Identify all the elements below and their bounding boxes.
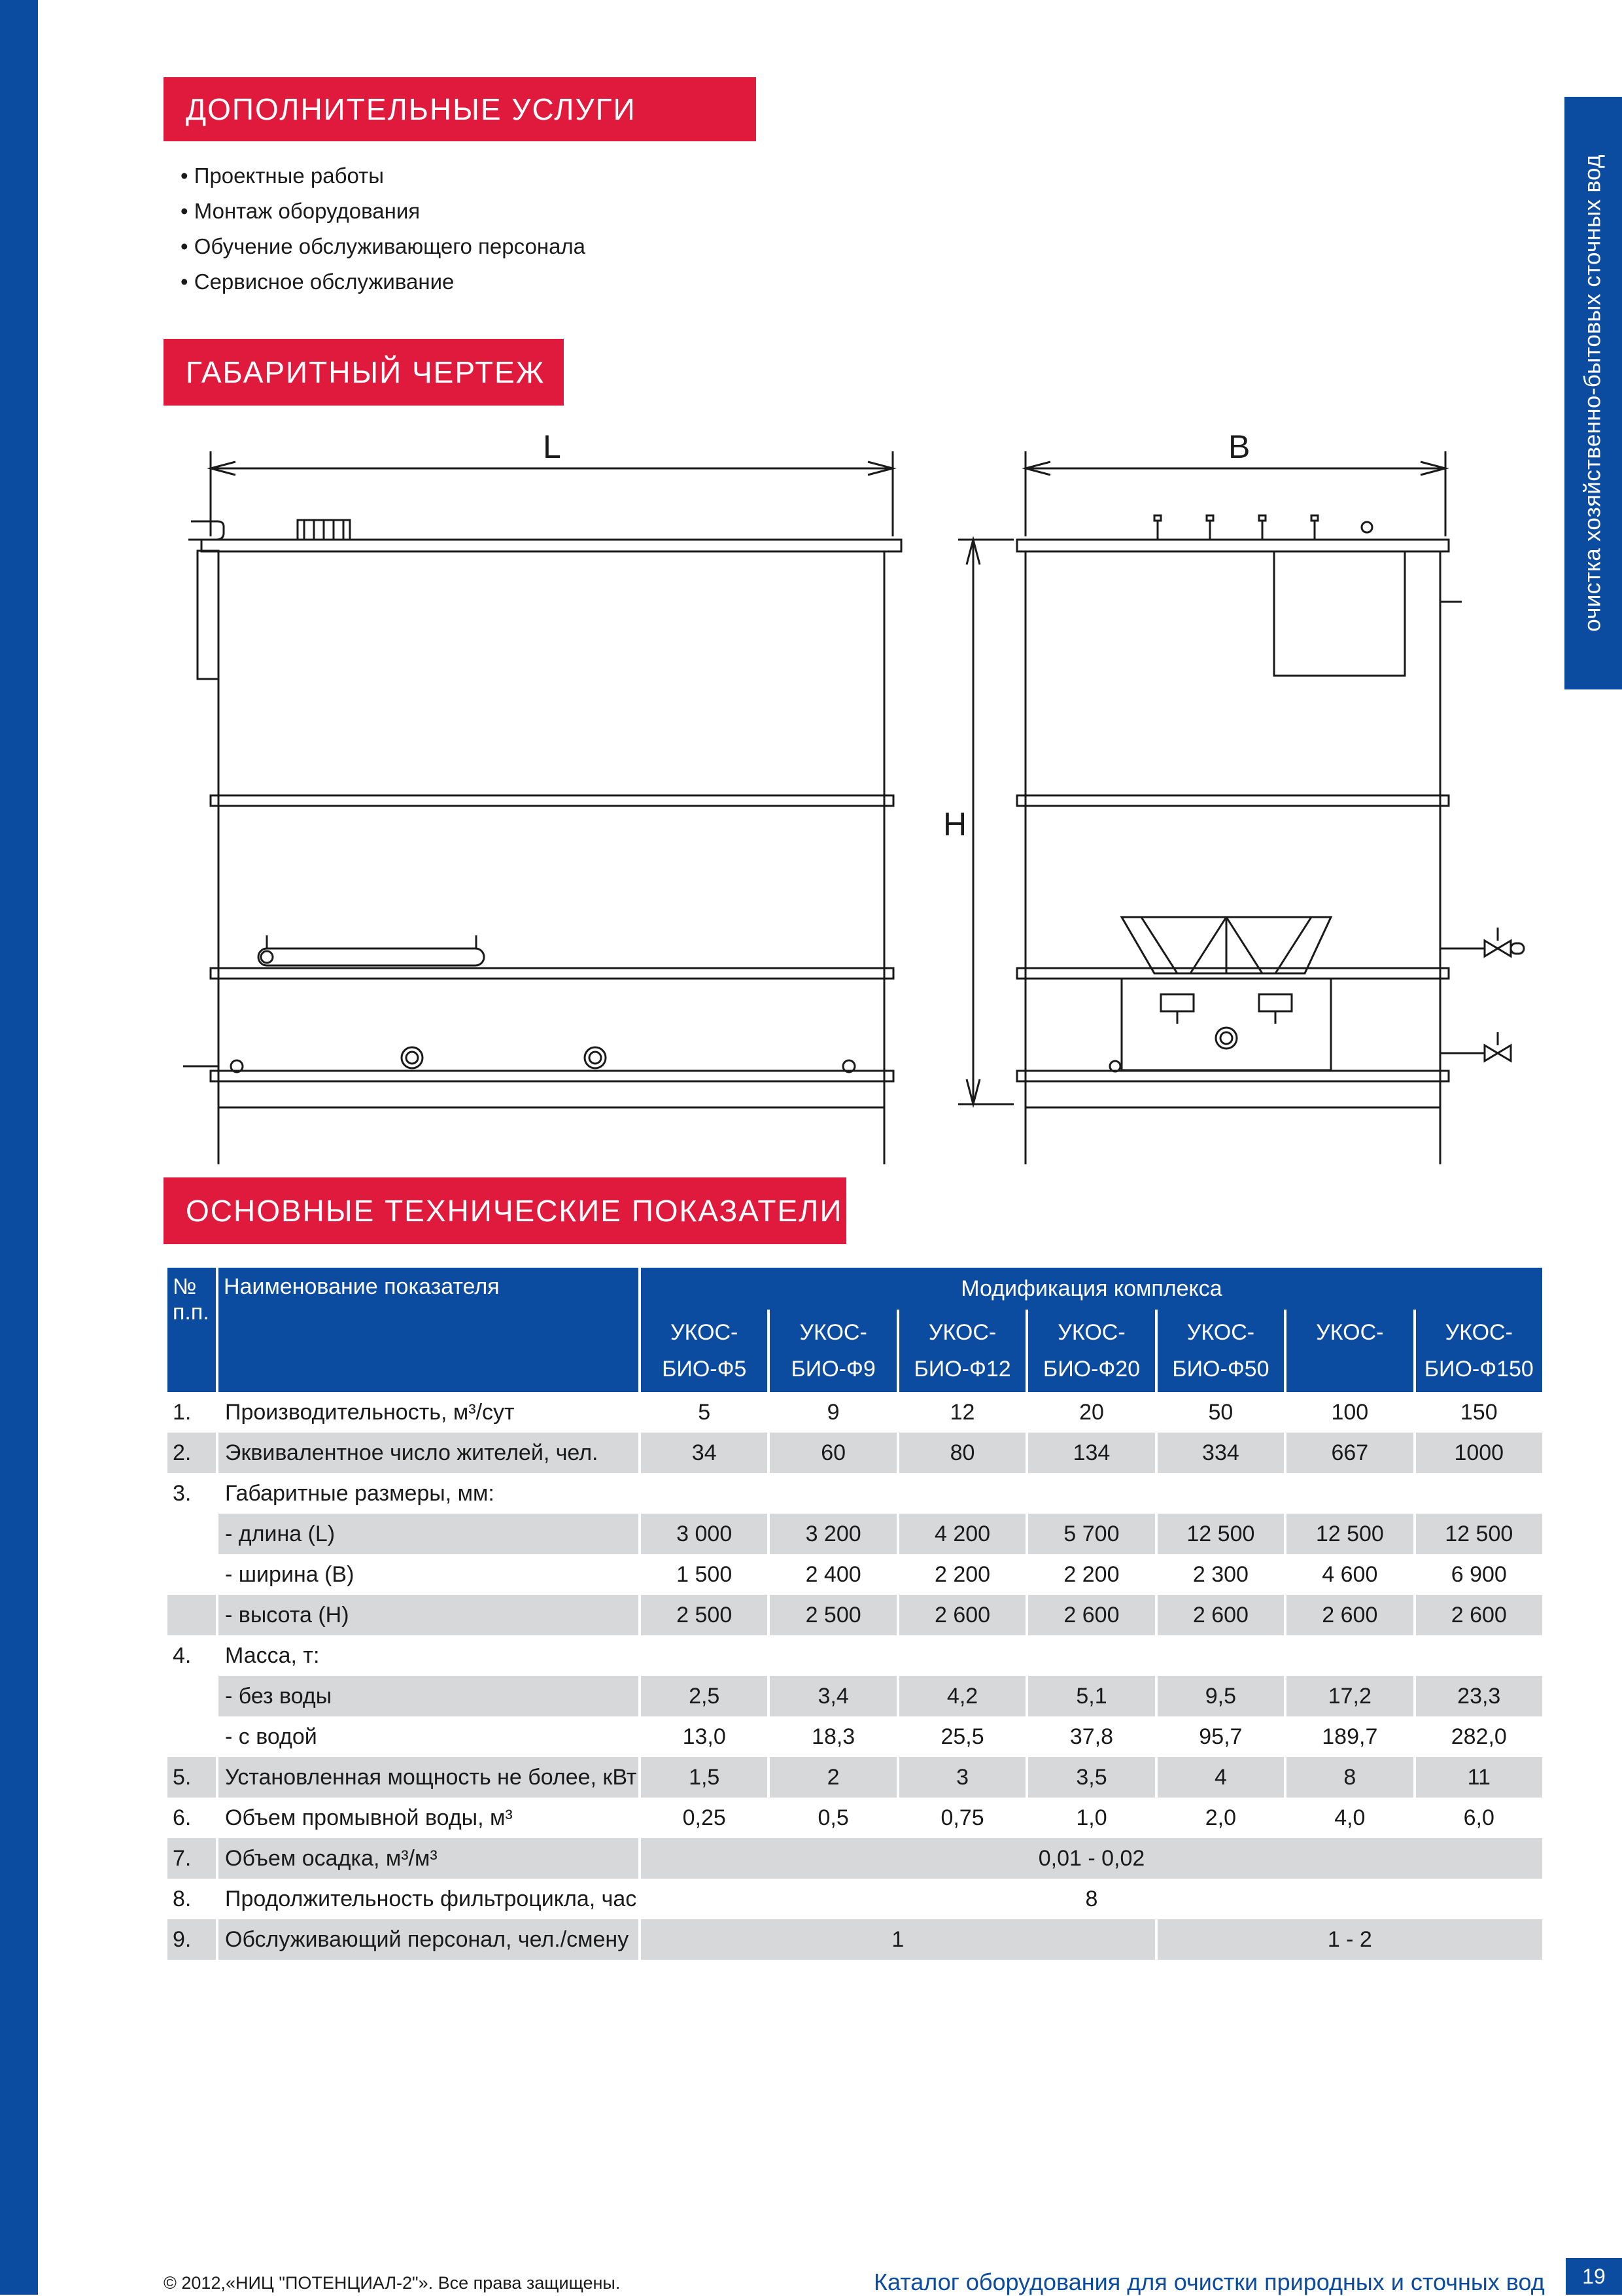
- table-cell: 2 200: [935, 1561, 991, 1587]
- model-name-line1: УКОС-: [670, 1320, 738, 1345]
- table-cell: 12 500: [1286, 1514, 1413, 1554]
- table-cell: 4 600: [1322, 1561, 1378, 1587]
- service-item: • Обучение обслуживающего персонала: [181, 229, 585, 264]
- model-name-line2: БИО-Ф5: [662, 1357, 747, 1382]
- footer-catalog-title: Каталог оборудования для очистки природных и сточных вод: [874, 2269, 1545, 2295]
- dim-h-label: H: [943, 806, 967, 843]
- table-cell: 334: [1158, 1433, 1284, 1473]
- table-cell: 2 500: [641, 1595, 767, 1635]
- table-cell: 9,5: [1158, 1676, 1284, 1716]
- table-cell: 9: [827, 1399, 840, 1425]
- table-cell-merged: 1: [641, 1919, 1155, 1960]
- dim-l-label: L: [543, 428, 561, 465]
- row-number: [167, 1595, 216, 1635]
- row-label: - с водой: [225, 1724, 317, 1749]
- row-number: [167, 1676, 216, 1716]
- table-cell: 12: [950, 1399, 975, 1425]
- row-label: Обслуживающий персонал, чел./смену: [218, 1919, 638, 1960]
- table-cell: 23,3: [1416, 1676, 1542, 1716]
- table-cell: 189,7: [1322, 1724, 1378, 1749]
- table-cell: 2 300: [1192, 1561, 1249, 1587]
- model-name-line1: УКОС-: [799, 1320, 867, 1345]
- table-cell: 0,5: [818, 1805, 849, 1830]
- table-cell: 2 400: [805, 1561, 861, 1587]
- table-cell: 12 500: [1416, 1514, 1542, 1554]
- table-cell: 1,0: [1076, 1805, 1107, 1830]
- service-item: • Сервисное обслуживание: [181, 264, 585, 300]
- table-cell: 3,5: [1028, 1757, 1154, 1798]
- table-cell: 2 200: [1063, 1561, 1120, 1587]
- services-list: [181, 158, 585, 300]
- left-blue-bar: [0, 0, 38, 2295]
- col-num-header: № п.п.: [167, 1268, 216, 1392]
- model-name-line1: УКОС-: [1445, 1320, 1513, 1345]
- table-cell-merged: 0,01 - 0,02: [641, 1838, 1542, 1879]
- table-row: [167, 1595, 1542, 1635]
- table-cell-merged: 1 - 2: [1158, 1919, 1542, 1960]
- footer-copyright: © 2012,«НИЦ "ПОТЕНЦИАЛ-2"». Все права защищены.: [164, 2273, 621, 2293]
- row-number: [167, 1554, 216, 1595]
- table-cell: 282,0: [1451, 1724, 1507, 1749]
- row-number: 8.: [173, 1886, 192, 1911]
- table-cell-empty: [641, 1473, 1542, 1514]
- row-number: [167, 1716, 216, 1757]
- row-number: 2.: [167, 1433, 216, 1473]
- table-row: [167, 1392, 1542, 1433]
- table-cell: 1 500: [676, 1561, 733, 1587]
- row-label: - длина (L): [218, 1514, 638, 1554]
- table-cell: 1000: [1416, 1433, 1542, 1473]
- table-cell: 0,75: [940, 1805, 984, 1830]
- model-header: [770, 1310, 896, 1392]
- row-number: [167, 1514, 216, 1554]
- table-cell: 150: [1460, 1399, 1498, 1425]
- row-number: 1.: [173, 1399, 192, 1425]
- row-number: 4.: [173, 1643, 192, 1668]
- table-cell: 50: [1208, 1399, 1234, 1425]
- table-cell: 2 500: [770, 1595, 896, 1635]
- row-label: Производительность, м³/сут: [225, 1399, 515, 1425]
- side-category-label: очистка хозяйственно-бытовых сточных вод: [1580, 154, 1606, 632]
- model-name-line2: БИО-Ф12: [914, 1357, 1011, 1382]
- side-category-tab: [1564, 97, 1622, 689]
- row-label: Установленная мощность не более, кВт: [218, 1757, 638, 1798]
- row-number: 7.: [167, 1838, 216, 1879]
- row-label: - высота (H): [218, 1595, 638, 1635]
- table-cell: 5: [698, 1399, 711, 1425]
- page-number: 19: [1566, 2258, 1622, 2295]
- table-cell: 80: [899, 1433, 1026, 1473]
- model-name-line1: УКОС-: [1058, 1320, 1126, 1345]
- table-cell: 4 200: [899, 1514, 1026, 1554]
- table-cell: 37,8: [1069, 1724, 1114, 1749]
- table-row: [167, 1635, 1542, 1676]
- row-label: Продолжительность фильтроцикла, час: [225, 1886, 637, 1911]
- row-label: Масса, т:: [225, 1643, 320, 1668]
- model-name-line1: УКОС-: [928, 1320, 997, 1345]
- table-cell: 95,7: [1199, 1724, 1243, 1749]
- table-cell: 0,25: [682, 1805, 726, 1830]
- row-number: 6.: [173, 1805, 192, 1830]
- model-header: [1416, 1310, 1542, 1392]
- table-cell: 3 000: [641, 1514, 767, 1554]
- table-row: [167, 1676, 1542, 1716]
- row-label: Объем промывной воды, м³: [225, 1805, 513, 1830]
- table-cell-empty: [641, 1635, 1542, 1676]
- specs-body: [167, 1392, 1542, 1960]
- table-cell: 2,0: [1205, 1805, 1237, 1830]
- service-item: • Проектные работы: [181, 158, 585, 194]
- table-cell: 2 600: [1416, 1595, 1542, 1635]
- model-header: [641, 1310, 767, 1392]
- table-cell: 6 900: [1451, 1561, 1507, 1587]
- row-label: - без воды: [218, 1676, 638, 1716]
- services-heading: ДОПОЛНИТЕЛЬНЫЕ УСЛУГИ: [164, 77, 756, 141]
- row-number: 3.: [173, 1480, 192, 1506]
- dimension-drawing: [164, 406, 1570, 1164]
- table-cell: 134: [1028, 1433, 1154, 1473]
- table-row: [167, 1514, 1542, 1554]
- table-row: [167, 1879, 1542, 1919]
- table-cell: 17,2: [1286, 1676, 1413, 1716]
- model-name-line2: БИО-Ф150: [1424, 1357, 1534, 1382]
- table-row: [167, 1473, 1542, 1514]
- table-cell: 667: [1286, 1433, 1413, 1473]
- model-header: [1158, 1310, 1284, 1392]
- model-header: [899, 1310, 1026, 1392]
- table-cell: 18,3: [812, 1724, 855, 1749]
- specs-table: [165, 1268, 1545, 1960]
- table-row: [167, 1798, 1542, 1838]
- table-cell: 4,0: [1334, 1805, 1366, 1830]
- table-cell: 25,5: [940, 1724, 984, 1749]
- table-cell: 4,2: [899, 1676, 1026, 1716]
- specs-heading: ОСНОВНЫЕ ТЕХНИЧЕСКИЕ ПОКАЗАТЕЛИ: [164, 1177, 846, 1244]
- table-cell: 8: [1286, 1757, 1413, 1798]
- model-header: [1286, 1310, 1413, 1392]
- table-row: [167, 1919, 1542, 1960]
- table-cell: 1,5: [641, 1757, 767, 1798]
- table-cell: 5 700: [1028, 1514, 1154, 1554]
- table-cell: 100: [1331, 1399, 1369, 1425]
- table-cell: 2 600: [1028, 1595, 1154, 1635]
- table-cell: 60: [770, 1433, 896, 1473]
- row-number: 5.: [167, 1757, 216, 1798]
- table-cell: 4: [1158, 1757, 1284, 1798]
- model-name-line2: [1292, 1351, 1407, 1387]
- row-label: Габаритные размеры, мм:: [225, 1480, 494, 1506]
- service-item: • Монтаж оборудования: [181, 194, 585, 229]
- table-cell: 2 600: [899, 1595, 1026, 1635]
- row-label: - ширина (B): [225, 1561, 354, 1587]
- group-header: Модификация комплекса: [641, 1268, 1542, 1310]
- table-row: [167, 1838, 1542, 1879]
- table-cell: 34: [641, 1433, 767, 1473]
- table-row: [167, 1554, 1542, 1595]
- table-row: [167, 1716, 1542, 1757]
- table-cell: 3 200: [770, 1514, 896, 1554]
- model-name-line2: БИО-Ф50: [1172, 1357, 1269, 1382]
- table-cell: 13,0: [682, 1724, 726, 1749]
- row-label: Объем осадка, м³/м³: [218, 1838, 638, 1879]
- model-name-line2: БИО-Ф9: [791, 1357, 876, 1382]
- table-cell: 2 600: [1158, 1595, 1284, 1635]
- table-cell: 12 500: [1158, 1514, 1284, 1554]
- table-cell: 2 600: [1286, 1595, 1413, 1635]
- table-row: [167, 1757, 1542, 1798]
- table-cell: 11: [1416, 1757, 1542, 1798]
- table-row: [167, 1433, 1542, 1473]
- table-cell: 20: [1079, 1399, 1104, 1425]
- table-cell: 5,1: [1028, 1676, 1154, 1716]
- model-name-line1: УКОС-: [1316, 1320, 1384, 1345]
- dim-b-label: B: [1228, 428, 1251, 465]
- drawing-heading: ГАБАРИТНЫЙ ЧЕРТЕЖ: [164, 339, 564, 406]
- row-number: 9.: [167, 1919, 216, 1960]
- table-cell: 2,5: [641, 1676, 767, 1716]
- model-header: [1028, 1310, 1154, 1392]
- row-label: Эквивалентное число жителей, чел.: [218, 1433, 638, 1473]
- model-name-line1: УКОС-: [1186, 1320, 1255, 1345]
- table-cell: 3,4: [770, 1676, 896, 1716]
- table-cell: 6,0: [1463, 1805, 1494, 1830]
- table-cell-merged: 8: [1085, 1886, 1098, 1911]
- table-cell: 2: [770, 1757, 896, 1798]
- col-name-header: Наименование показателя: [218, 1268, 638, 1392]
- model-name-line2: БИО-Ф20: [1043, 1357, 1141, 1382]
- table-cell: 3: [899, 1757, 1026, 1798]
